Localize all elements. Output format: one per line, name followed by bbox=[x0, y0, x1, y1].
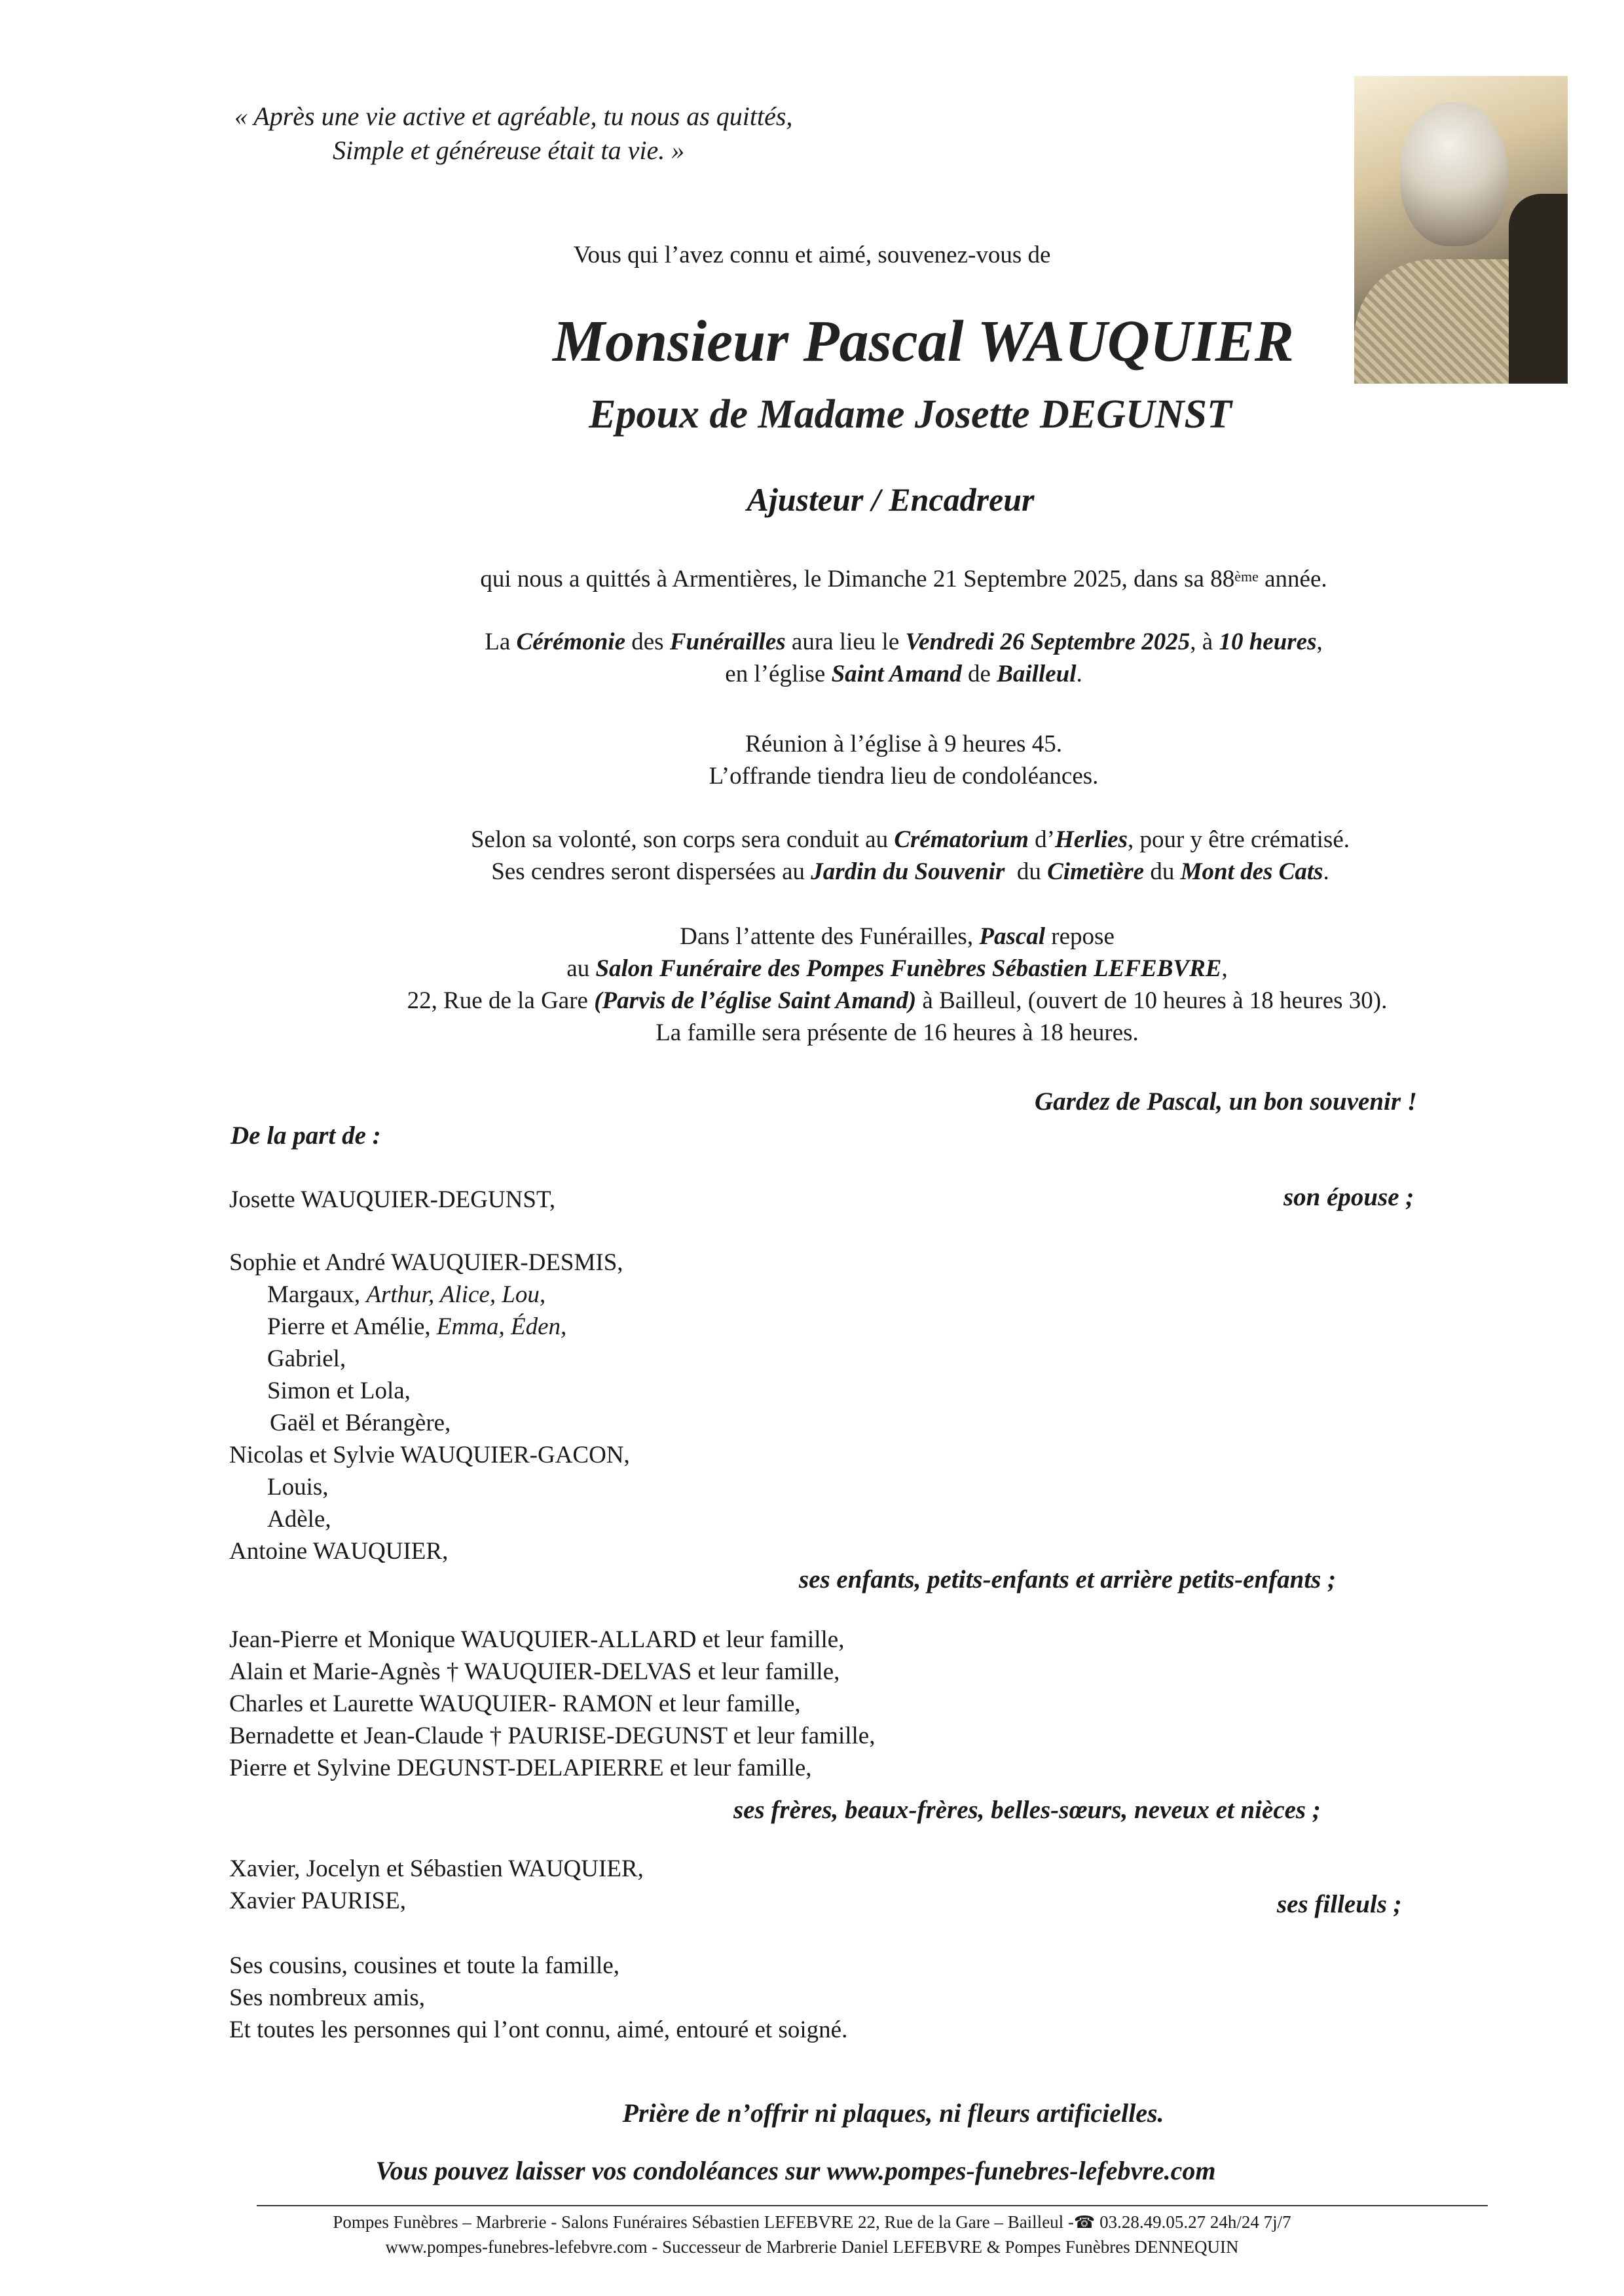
t: Bernadette et Jean-Claude bbox=[229, 1722, 490, 1749]
list-item bbox=[229, 1656, 875, 1688]
t: (Parvis de l’église Saint Amand) bbox=[594, 987, 917, 1014]
t: , à bbox=[1190, 629, 1219, 655]
condolences-line: Vous pouvez laisser vos condoléances sur www.pompes-funebres-lefebvre.com bbox=[375, 2156, 1216, 2185]
photo-face bbox=[1400, 102, 1508, 246]
ceremony-line-1 bbox=[0, 626, 1624, 658]
reunion-line-2: L’offrande tiendra lieu de condoléances. bbox=[709, 763, 1099, 790]
repose-notice bbox=[0, 920, 1624, 1049]
phone-icon: ☎ bbox=[1073, 2213, 1096, 2232]
others-list bbox=[229, 1950, 847, 2046]
list-item: Charles et Laurette WAUQUIER- RAMON et leur famille, bbox=[229, 1690, 801, 1717]
cremation-line-1 bbox=[0, 824, 1624, 856]
death-sup: ème bbox=[1234, 568, 1259, 585]
t: au bbox=[566, 955, 596, 982]
t: 22, Rue de la Gare bbox=[407, 987, 595, 1014]
t: Mont des Cats bbox=[1180, 858, 1323, 885]
repose-line-2 bbox=[0, 953, 1624, 985]
reunion-line-1: Réunion à l’église à 9 heures 45. bbox=[745, 731, 1062, 757]
t: Arthur, Alice, Lou, bbox=[366, 1281, 546, 1308]
widow-name: Josette WAUQUIER-DEGUNST, bbox=[229, 1186, 556, 1213]
list-item: Antoine WAUQUIER, bbox=[229, 1538, 449, 1565]
t: repose bbox=[1045, 923, 1115, 950]
t: Emma, Éden, bbox=[436, 1313, 567, 1340]
list-item: Gaël et Bérangère, bbox=[270, 1410, 451, 1436]
list-item: Louis, bbox=[267, 1474, 329, 1501]
list-item: Ses cousins, cousines et toute la famille, bbox=[229, 1952, 619, 1979]
relation-spouse: son épouse ; bbox=[1283, 1183, 1414, 1211]
t: aura lieu le bbox=[785, 629, 906, 655]
t: 03.28.49.05.27 24h/24 7j/7 bbox=[1095, 2212, 1291, 2232]
quote-line-2: Simple et généreuse était ta vie. » bbox=[333, 136, 685, 165]
ceremony-time: 10 heures bbox=[1219, 629, 1317, 655]
godchildren-list bbox=[229, 1853, 644, 1917]
profession: Ajusteur / Encadreur bbox=[747, 481, 1035, 518]
list-item: Xavier PAURISE, bbox=[229, 1887, 406, 1914]
spouse-line: Epoux de Madame Josette DEGUNST bbox=[589, 392, 1232, 437]
t: Funérailles bbox=[669, 629, 786, 655]
t: Selon sa volonté, son corps sera conduit au bbox=[470, 826, 895, 853]
t: , bbox=[1316, 629, 1323, 655]
death-end: année. bbox=[1258, 566, 1327, 592]
cremation-notice bbox=[0, 824, 1624, 888]
list-item: Adèle, bbox=[267, 1506, 331, 1533]
t: en l’église bbox=[725, 661, 832, 687]
list-item: Jean-Pierre et Monique WAUQUIER-ALLARD et leur famille, bbox=[229, 1626, 845, 1653]
t: Pascal bbox=[979, 923, 1046, 950]
church-name: Saint Amand bbox=[831, 661, 962, 687]
t: , pour y être crématisé. bbox=[1127, 826, 1350, 853]
list-item: Simon et Lola, bbox=[267, 1377, 411, 1404]
list-item: Gabriel, bbox=[267, 1345, 346, 1372]
t: La bbox=[485, 629, 517, 655]
no-flowers-request: Prière de n’offrir ni plaques, ni fleurs artificielles. bbox=[622, 2098, 1164, 2128]
ceremony-date: Vendredi 26 Septembre 2025 bbox=[905, 629, 1190, 655]
repose-line-1 bbox=[0, 920, 1624, 953]
relation-godchildren: ses filleuls ; bbox=[1277, 1890, 1402, 1918]
t: à Bailleul, (ouvert de 10 heures à 18 heures 30). bbox=[916, 987, 1388, 1014]
t: de bbox=[961, 661, 997, 687]
t: Salon Funéraire des Pompes Funèbres Sébastien LEFEBVRE bbox=[595, 955, 1222, 982]
t: d’ bbox=[1028, 826, 1055, 853]
list-item: Sophie et André WAUQUIER-DESMIS, bbox=[229, 1249, 623, 1276]
list-item: Pierre et Sylvine DEGUNST-DELAPIERRE et leur famille, bbox=[229, 1755, 812, 1781]
repose-line-4: La famille sera présente de 16 heures à 18 heures. bbox=[655, 1019, 1139, 1046]
death-notice bbox=[0, 563, 1624, 595]
cross-icon: † bbox=[489, 1722, 502, 1749]
list-item: Et toutes les personnes qui l’ont connu, aimé, entouré et soigné. bbox=[229, 2016, 848, 2043]
quote-line-1: « Après une vie active et agréable, tu nous as quittés, bbox=[234, 101, 793, 131]
footer-line-1 bbox=[0, 2210, 1624, 2234]
repose-line-3 bbox=[0, 985, 1624, 1017]
cross-icon: † bbox=[446, 1658, 459, 1685]
death-text: qui nous a quittés à Armentières, le Dimanche 21 Septembre 2025, dans sa 88 bbox=[480, 566, 1235, 592]
t: du bbox=[1005, 858, 1048, 885]
relation-children: ses enfants, petits-enfants et arrière petits-enfants ; bbox=[799, 1565, 1337, 1594]
t: Herlies bbox=[1055, 826, 1128, 853]
t: , bbox=[1221, 955, 1228, 982]
t: du bbox=[1144, 858, 1181, 885]
epitaph-quote bbox=[234, 100, 792, 168]
ceremony-line-2 bbox=[0, 658, 1624, 690]
t: Pompes Funèbres – Marbrerie - Salons Funéraires Sébastien LEFEBVRE 22, Rue de la Gare – Bailleul - bbox=[333, 2212, 1074, 2232]
siblings-list bbox=[229, 1624, 875, 1784]
list-item bbox=[229, 1279, 630, 1311]
reunion-notice bbox=[0, 728, 1624, 792]
town-name: Bailleul bbox=[997, 661, 1077, 687]
t: WAUQUIER-DELVAS et leur famille, bbox=[458, 1658, 840, 1685]
t: Cimetière bbox=[1047, 858, 1145, 885]
children-list bbox=[229, 1247, 630, 1567]
t: PAURISE-DEGUNST et leur famille, bbox=[502, 1722, 876, 1749]
relation-siblings: ses frères, beaux-frères, belles-sœurs, neveux et nièces ; bbox=[733, 1796, 1321, 1824]
t: . bbox=[1323, 858, 1329, 885]
list-item: Xavier, Jocelyn et Sébastien WAUQUIER, bbox=[229, 1855, 644, 1882]
list-item bbox=[229, 1720, 875, 1752]
from-label: De la part de : bbox=[231, 1121, 381, 1150]
t: . bbox=[1076, 661, 1082, 687]
footer-divider bbox=[257, 2205, 1488, 2206]
intro-text: Vous qui l’avez connu et aimé, souvenez-vous de bbox=[573, 242, 1051, 268]
footer-line-2: www.pompes-funebres-lefebvre.com - Successeur de Marbrerie Daniel LEFEBVRE & Pompes Funèbres DENNEQUIN bbox=[385, 2237, 1239, 2257]
t: Alain et Marie-Agnès bbox=[229, 1658, 447, 1685]
t: Ses cendres seront dispersées au bbox=[491, 858, 811, 885]
list-item: Ses nombreux amis, bbox=[229, 1984, 426, 2011]
t: Margaux, bbox=[267, 1281, 367, 1308]
t: des bbox=[625, 629, 670, 655]
keepsake-line: Gardez de Pascal, un bon souvenir ! bbox=[1035, 1087, 1417, 1116]
t: Dans l’attente des Funérailles, bbox=[680, 923, 980, 950]
list-item bbox=[229, 1311, 630, 1343]
t: Cérémonie bbox=[516, 629, 625, 655]
list-item: Nicolas et Sylvie WAUQUIER-GACON, bbox=[229, 1442, 630, 1468]
t: Jardin du Souvenir bbox=[811, 858, 1005, 885]
deceased-name: Monsieur Pascal WAUQUIER bbox=[553, 309, 1294, 374]
ceremony-notice bbox=[0, 626, 1624, 690]
t: Pierre et Amélie, bbox=[267, 1313, 437, 1340]
cremation-line-2 bbox=[0, 856, 1624, 888]
t: Crématorium bbox=[894, 826, 1029, 853]
